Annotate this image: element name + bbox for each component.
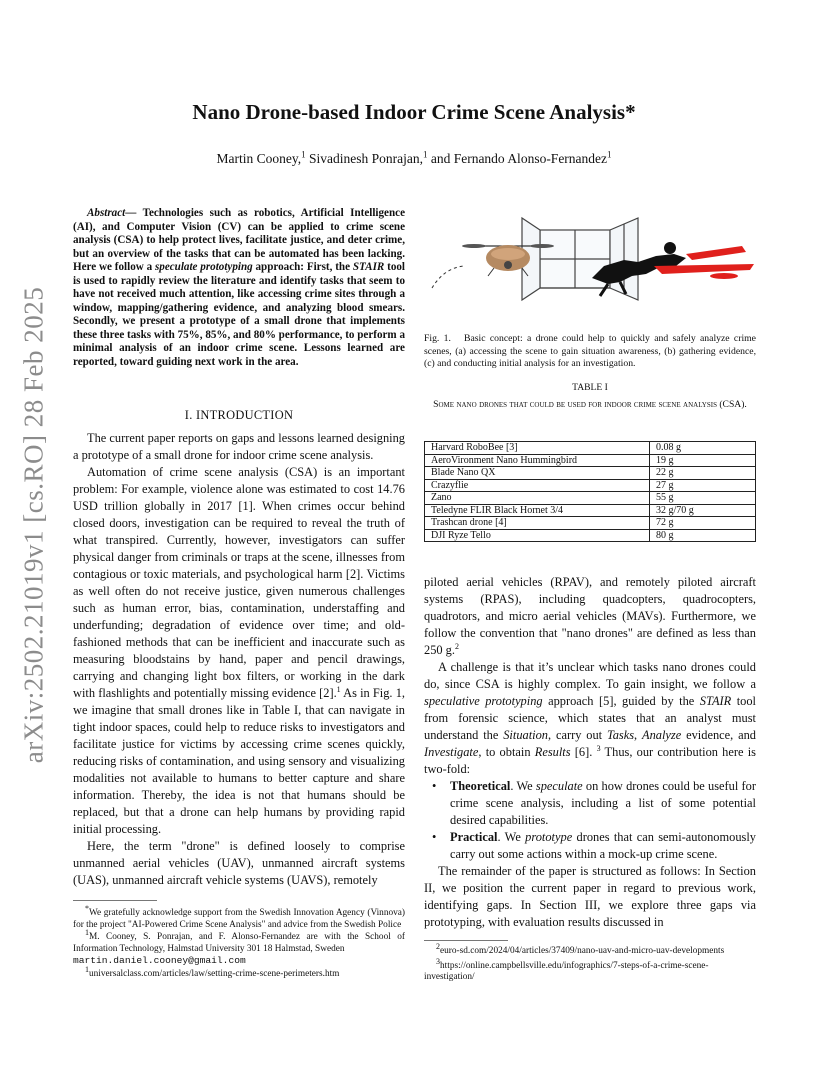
paragraph: The remainder of the paper is structured as follows: In Section II, we position the current paper in regard to previous work, identifying gaps. In Section III, we explore three gaps via prototyping, with evaluation results discussed in	[424, 864, 756, 929]
abstract-label: Abstract	[87, 207, 126, 219]
nano-drone-table	[424, 441, 756, 542]
footnote: $^2$euro-sd.com/2024/04/articles/37409/nano-uav-and-micro-uav-developments	[436, 941, 725, 956]
email-address: martin.daniel.cooney@gmail.com	[73, 955, 246, 967]
figure-label: Fig. 1.	[424, 333, 451, 344]
footnote: $^1$M. Cooney, S. Ponrajan, and F. Alonso-Fernandez are with the School of Information Technology, Halmstad University 301 18 Halmstad, Sweden martin.daniel.cooney@gmail.com	[73, 928, 405, 967]
footnote-divider	[424, 940, 508, 941]
window-icon	[522, 218, 638, 300]
table-caption: Some nano drones that could be used for indoor crime scene analysis (CSA).	[433, 399, 747, 410]
table-row: Zano 55 g	[425, 492, 756, 505]
arxiv-identifier: arXiv:2502.21019v1 [cs.RO] 28 Feb 2025	[18, 286, 49, 764]
footnotes-right	[424, 941, 756, 987]
figure-1-illustration	[424, 208, 756, 320]
author-name: and Fernando Alonso-Fernandez	[430, 151, 608, 166]
table-row: Crazyflie 27 g	[425, 479, 756, 492]
table-row: Teledyne FLIR Black Hornet 3/4 32 g/70 g	[425, 504, 756, 517]
paragraph: A challenge is that it’s unclear which tasks nano drones could do, since CSA is highly complex. To gain insight, we follow a speculative prototyping approach [5], guided by the STAIR tool from forensic science, which states that an analyst must understand the Situation, carry out Tasks, Analyze evidence, and Investigate, to obtain Results [6]. $^3$ Thus, our contribution here is two-fold:	[424, 660, 756, 776]
figure-caption: Fig. 1. Basic concept: a drone could help to quickly and safely analyze crime scenes, (a) accessing the scene to gain situation awareness, (b) gathering evidence, (c) and conducting initial analysis for an investigation.	[424, 333, 756, 369]
paper-title: Nano Drone-based Indoor Crime Scene Analysis*	[192, 100, 636, 124]
table-row: Trashcan drone [4] 72 g	[425, 517, 756, 530]
section-heading: I. INTRODUCTION	[184, 408, 294, 422]
footnote: $^1$universalclass.com/articles/law/setting-crime-scene-perimeters.htm	[85, 964, 340, 979]
intro-right-column	[424, 574, 756, 931]
table-label: TABLE I	[572, 382, 608, 393]
paragraph: Here, the term "drone" is defined loosely to comprise unmanned aerial vehicles (UAV), unmanned aircraft systems (UAS), unmanned aircraft vehicle systems (UAVS), remotely	[73, 839, 405, 887]
list-item: • Theoretical. We speculate on how drones could be useful for crime scene analysis, including a list of some potential desired capabilities.	[432, 779, 756, 827]
paragraph: The current paper reports on gaps and lessons learned designing a prototype of a small drone for indoor crime scene analysis.	[73, 431, 405, 462]
footnote: $^3$https://online.campbellsville.edu/infographics/7-steps-of-a-crime-scene-investigation/	[424, 956, 709, 983]
contribution-list	[424, 778, 756, 863]
paragraph: Automation of crime scene analysis (CSA) is an important problem: For example, violence alone was estimated to cost 14.76 USD trillion globally in 2017 [1]. When crimes occur behind closed doors, investigation can be required to reveal the truth of what transpired. Currently, however, investigators can suffer physical danger from criminals or traps at the scene, illnesses from contagious or toxic materials, and psychological harm [2]. Victims as well often do not receive justice, given numerous challenges such as human error, bias, contamination, understaffing and underfunding; degradation of evidence over time; and old-fashioned methods that can be inefficient and inaccurate such as measuring bloodstains by hand, paper and pencil drawings, carrying and changing light box filters, or working in the dark with flashlights and potentially missing evidence [2].$^1$ As in Fig. 1, we imagine that small drones like in Table I, that can navigate in tight indoor spaces, could help to reduce risks to investigators and facilitate justice for victims by accessing crime scenes quickly, reducing risks of contamination, and using sensory and visualizing modalities not available to humans to better capture and share information. Thereby, the idea is not that humans should be replaced, but that a drone can help humans by providing rapid initial processing.	[73, 465, 405, 836]
table-row: AeroVironment Nano Hummingbird 19 g	[425, 454, 756, 467]
author-list: Martin Cooney,$^1$ Sivadinesh Ponrajan,$^1$ and Fernando Alonso-Fernandez$^1$	[216, 149, 612, 166]
author-name: Sivadinesh Ponrajan,	[308, 151, 423, 166]
footnote: *We gratefully acknowledge support from the Swedish Innovation Agency (Vinnova) for the project "AI-Powered Crime Scene Analysis" and advice from the Swedish Police	[73, 903, 405, 930]
intro-left-column	[73, 430, 405, 889]
abstract: Abstract— Technologies such as robotics, Artificial Intelligence (AI), and Computer Vision (CV) can be applied to crime scene analysis (CSA) to help protect lives, facilitate justice, and deter crime, but an overview of the tasks that can be automated has been lacking. Here we follow a speculate prototyping approach: First, the STAIR tool is used to rapidly review the literature and identify tasks that seem to have not received much attention, like accessing crime sites through a window, mapping/gathering evidence, and analyzing blood smears. Secondly, we present a prototype of a small drone that implements these three tasks with 75%, 85%, and 80% performance, to perform a minimal analysis of an indoor crime scene. Lessons learned are reported, toward guiding next work in the area.	[73, 207, 405, 368]
paragraph: piloted aerial vehicles (RPAV), and remotely piloted aircraft systems (RPAS), including quadcopters, quadrocopters, quadrotors, and micro aerial vehicles (MAVs). Furthermore, we follow the convention that "nano drones" are defined as less than 250 g.$^2$	[424, 575, 756, 657]
list-item: • Practical. We prototype drones that can semi-autonomously carry out some actions within a mock-up crime scene.	[432, 830, 756, 861]
footnote-divider	[73, 900, 157, 901]
table-row: DJI Ryze Tello 80 g	[425, 529, 756, 542]
table-row: Harvard RoboBee [3] 0.08 g	[425, 442, 756, 455]
footnotes-left	[73, 903, 405, 982]
table-row: Blade Nano QX 22 g	[425, 467, 756, 480]
author-name: Martin Cooney,	[216, 151, 302, 166]
flight-path	[432, 266, 464, 288]
